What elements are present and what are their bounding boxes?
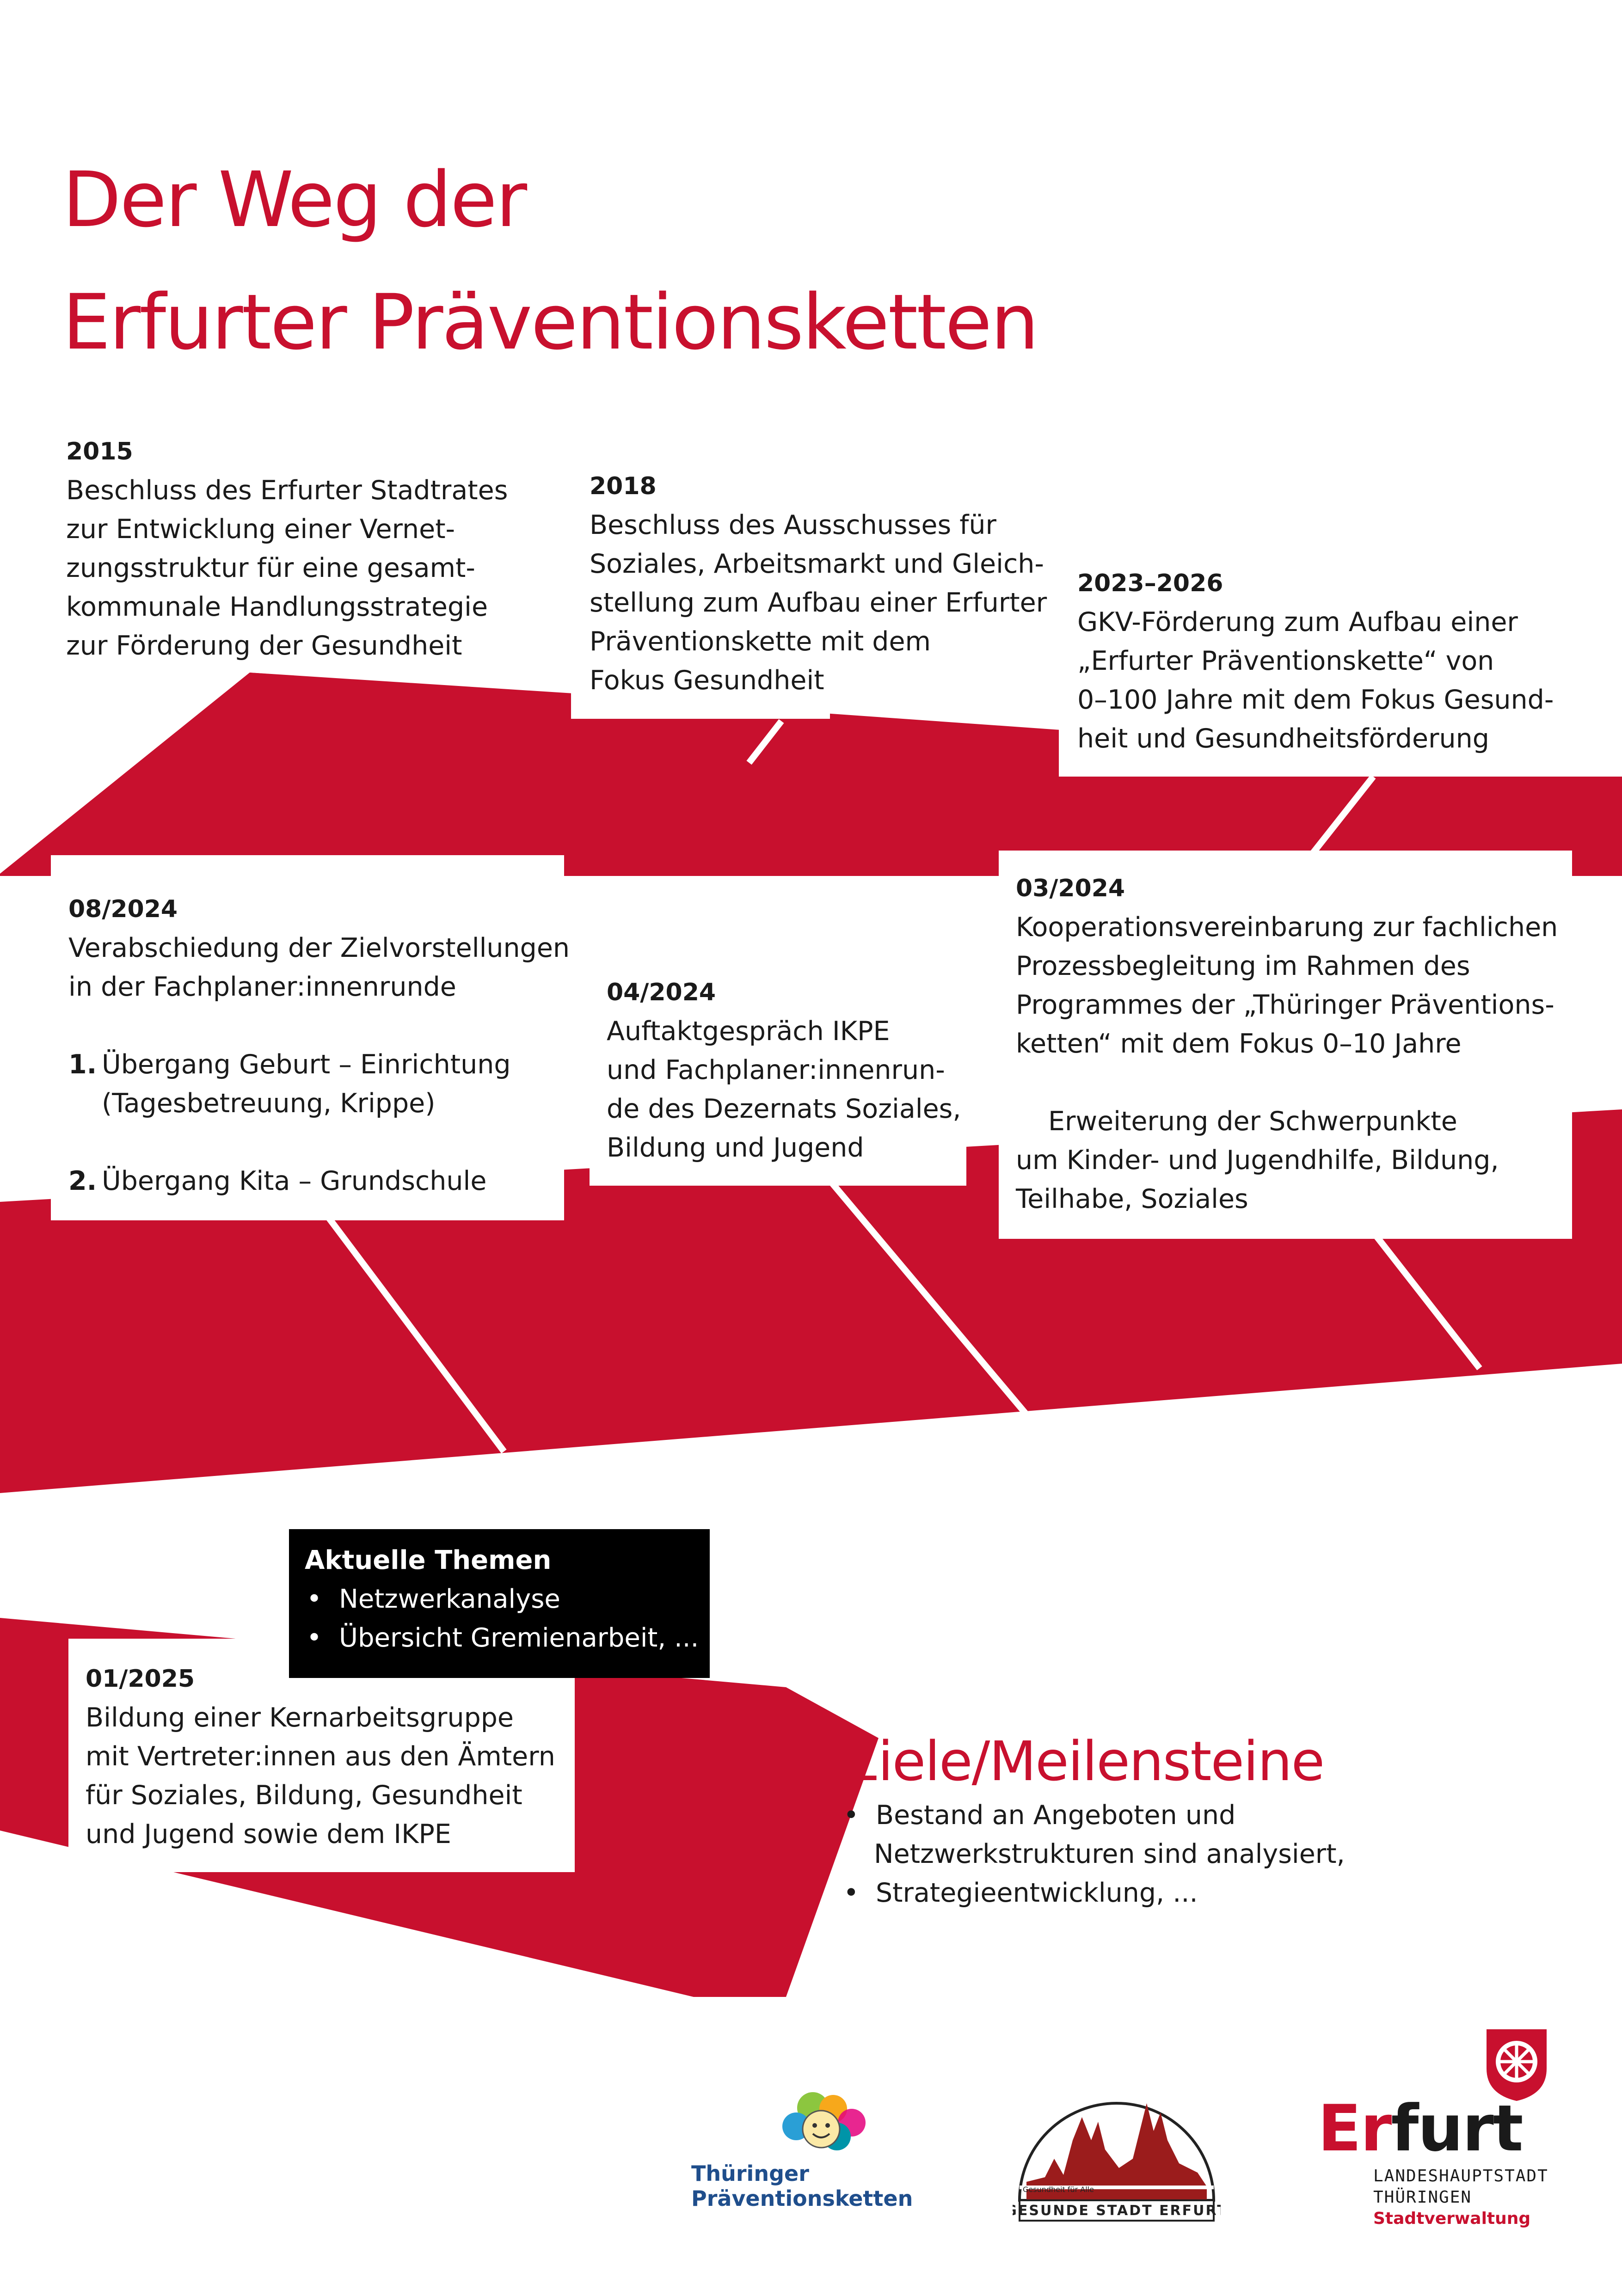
milestone-date: 04/2024 (607, 979, 716, 1006)
milestone-text-line: Verabschiedung der Zielvorstellungen (68, 933, 570, 963)
gesunde-stadt-erfurt-logo (1013, 2066, 1221, 2223)
milestone-2018 (590, 467, 1047, 700)
milestone-text-line: Soziales, Arbeitsmarkt und Gleich- (590, 549, 1044, 579)
milestone-2023-2026 (1077, 564, 1554, 758)
erfurt-subtitle-line-2: THÜRINGEN (1373, 2188, 1472, 2207)
erfurt-subtitle-line-3: Stadtverwaltung (1373, 2209, 1531, 2228)
milestone-text-line: kommunale Handlungsstrategie (66, 592, 488, 622)
milestone-01-2025 (86, 1659, 555, 1854)
goal-text: Bestand an Angeboten und (876, 1800, 1236, 1831)
milestone-text-line: heit und Gesundheitsförderung (1077, 723, 1489, 754)
item-number: 1. (68, 1049, 97, 1080)
milestone-text-line: Kooperationsvereinbarung zur fachlichen (1016, 912, 1558, 943)
wordmark-red: Er (1318, 2091, 1391, 2166)
milestone-text-line: de des Dezernats Soziales, (607, 1094, 961, 1124)
erfurt-wordmark (1318, 2091, 1523, 2166)
topic-text: Netzwerkanalyse (339, 1584, 560, 1614)
goals-section (842, 1727, 1345, 1912)
bullet: • (843, 1878, 859, 1908)
milestone-2015 (66, 432, 508, 665)
milestone-date: 2023–2026 (1077, 569, 1223, 597)
gse-bottom-text: GESUNDE STADT ERFURT (1013, 2203, 1221, 2219)
milestone-text-line: Bildung einer Kernarbeitsgruppe (86, 1702, 514, 1733)
numbered-item (68, 1045, 570, 1084)
milestone-text-line: GKV-Förderung zum Aufbau einer (1077, 607, 1518, 637)
erfurt-city-logo (1318, 2025, 1558, 2228)
erfurt-subtitle (1373, 2166, 1548, 2229)
gse-top-text: Gesundheit für Alle (1023, 2185, 1094, 2194)
milestone-03-2024 (1016, 869, 1558, 1218)
milestone-text-line: 0–100 Jahre mit dem Fokus Gesund- (1077, 685, 1554, 715)
milestone-date: 01/2025 (86, 1665, 195, 1693)
milestone-text-line: Erweiterung der Schwerpunkte (1048, 1106, 1457, 1137)
milestone-date: 2018 (590, 472, 657, 500)
milestone-text-line: zur Entwicklung einer Vernet- (66, 514, 455, 545)
topic-item (305, 1619, 699, 1658)
milestone-text-line: Bildung und Jugend (607, 1133, 864, 1163)
goals-heading: Ziele/Meilensteine (842, 1729, 1324, 1793)
erfurt-subtitle-line-1: LANDESHAUPTSTADT (1373, 2167, 1548, 2186)
item-text: (Tagesbetreuung, Krippe) (102, 1088, 436, 1119)
milestone-text-line: um Kinder- und Jugendhilfe, Bildung, (1016, 1145, 1499, 1176)
milestone-text-line: Präventionskette mit dem (590, 626, 931, 657)
milestone-text-line: zur Förderung der Gesundheit (66, 631, 462, 661)
milestone-text-line: Prozessbegleitung im Rahmen des (1016, 951, 1470, 981)
goal-item (842, 1796, 1345, 1835)
milestone-text-line: mit Vertreter:innen aus den Ämtern (86, 1741, 555, 1772)
topic-item (305, 1580, 694, 1619)
milestone-text-line: Beschluss des Erfurter Stadtrates (66, 475, 508, 506)
milestone-text-line: ketten“ mit dem Fokus 0–10 Jahre (1016, 1029, 1462, 1059)
milestone-text-line: und Fachplaner:innenrun- (607, 1055, 945, 1085)
milestone-text-line: Programmes der „Thüringer Präventions- (1016, 990, 1554, 1020)
milestone-text-line: zungsstruktur für eine gesamt- (66, 553, 475, 583)
thueringer-praeventionsketten-logo (684, 2089, 913, 2228)
milestone-08-2024 (68, 890, 570, 1200)
milestone-text-line: in der Fachplaner:innenrunde (68, 972, 456, 1002)
tpk-line-2: Präventionsketten (691, 2186, 913, 2211)
numbered-item (68, 1162, 570, 1200)
item-number: 2. (68, 1166, 97, 1196)
tpk-line-1: Thüringer (691, 2161, 809, 2186)
milestone-text-line: Auftaktgespräch IKPE (607, 1016, 890, 1047)
bullet: • (307, 1623, 322, 1653)
milestone-04-2024 (607, 973, 961, 1167)
goal-text: Netzwerkstrukturen sind analysiert, (874, 1839, 1345, 1869)
goal-item (842, 1874, 1345, 1912)
milestone-text-line: Teilhabe, Soziales (1016, 1184, 1248, 1214)
tpk-caption (691, 2161, 913, 2211)
milestone-date: 03/2024 (1016, 875, 1125, 902)
current-topics-heading: Aktuelle Themen (305, 1545, 552, 1575)
page-title (62, 139, 1038, 384)
bullet: • (843, 1800, 859, 1831)
milestone-text-line: Beschluss des Ausschusses für (590, 510, 996, 540)
milestone-text-line: Fokus Gesundheit (590, 665, 824, 696)
milestone-text-line: für Soziales, Bildung, Gesundheit (86, 1780, 522, 1811)
milestone-text-line: und Jugend sowie dem IKPE (86, 1819, 451, 1849)
item-text: Übergang Kita – Grundschule (102, 1166, 487, 1196)
milestone-date: 08/2024 (68, 895, 178, 923)
item-text: Übergang Geburt – Einrichtung (102, 1049, 511, 1080)
milestone-text-line: stellung zum Aufbau einer Erfurter (590, 588, 1047, 618)
current-topics-box (289, 1529, 710, 1678)
colorful-circles-icon (684, 2089, 906, 2163)
wordmark-black: furt (1391, 2091, 1523, 2166)
milestone-text-line: „Erfurter Präventionskette“ von (1077, 646, 1494, 676)
goal-text: Strategieentwicklung, ... (876, 1878, 1198, 1908)
title-line-1: Der Weg der (62, 155, 526, 244)
milestone-date: 2015 (66, 438, 133, 465)
title-line-2: Erfurter Präventionsketten (62, 278, 1038, 367)
bullet: • (307, 1584, 322, 1614)
cathedral-dome-icon (1013, 2066, 1221, 2223)
topic-text: Übersicht Gremienarbeit, ... (339, 1623, 699, 1653)
